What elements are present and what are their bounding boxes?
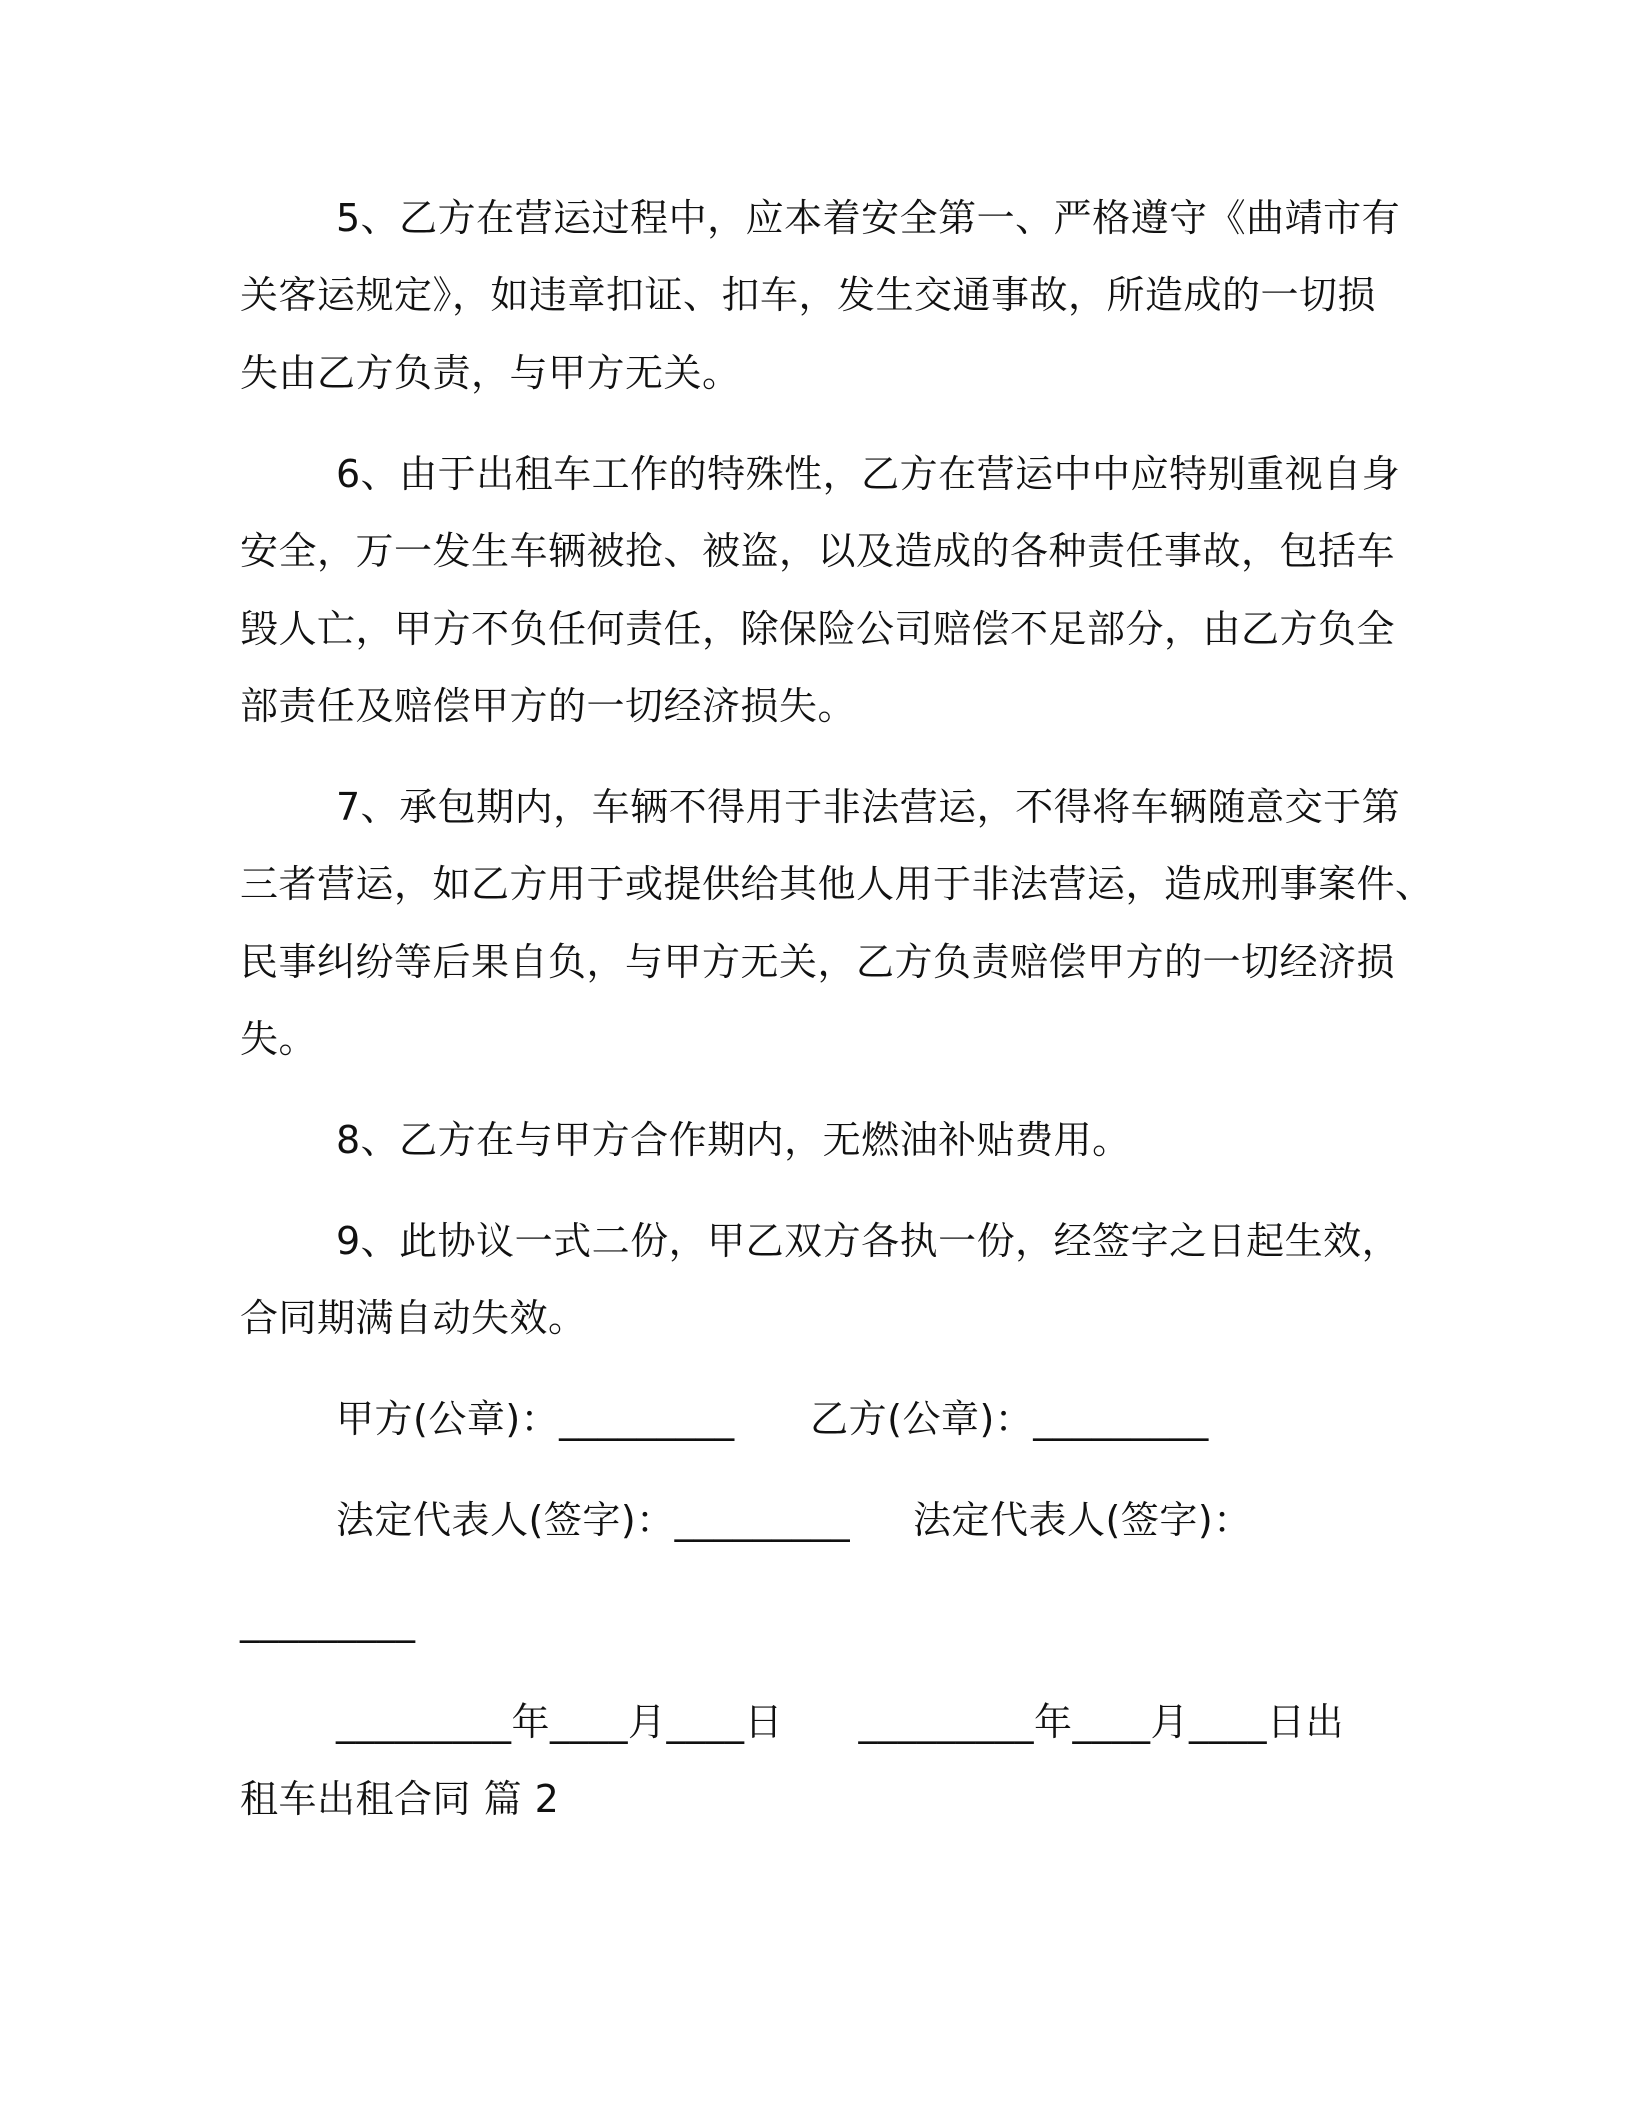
section-heading: 租车出租合同 篇 2 xyxy=(240,1777,560,1821)
clause-7-line-4: 失。 xyxy=(240,1017,318,1061)
clause-6-line-2: 安全，万一发生车辆被抢、被盗，以及造成的各种责任事故，包括车 xyxy=(240,529,1396,573)
clause-5-line-2: 关客运规定》，如违章扣证、扣车，发生交通事故，所造成的一切损 xyxy=(240,273,1377,317)
clause-9-line-1: 9、此协议一式二份，甲乙双方各执一份，经签字之日起生效， xyxy=(336,1219,1401,1263)
seal-line: 甲方(公章)：_________ 乙方(公章)：_________ xyxy=(336,1397,1209,1441)
clause-7-line-2: 三者营运，如乙方用于或提供给其他人用于非法营运，造成刑事案件、 xyxy=(240,862,1434,906)
clause-7-line-3: 民事纠纷等后果自负，与甲方无关，乙方负责赔偿甲方的一切经济损 xyxy=(240,940,1396,984)
date-line: _________年____月____日 _________年____月____日出 xyxy=(336,1700,1344,1744)
clause-6-line-3: 毁人亡，甲方不负任何责任，除保险公司赔偿不足部分，由乙方负全 xyxy=(240,607,1396,651)
representative-blank: _________ xyxy=(240,1599,416,1643)
clause-6-line-4: 部责任及赔偿甲方的一切经济损失。 xyxy=(240,684,857,728)
clause-7-line-1: 7、承包期内，车辆不得用于非法营运，不得将车辆随意交于第 xyxy=(336,785,1401,829)
clause-9-line-2: 合同期满自动失效。 xyxy=(240,1296,587,1340)
clause-6-line-1: 6、由于出租车工作的特殊性，乙方在营运中中应特别重视自身 xyxy=(336,452,1401,496)
clause-5-line-3: 失由乙方负责，与甲方无关。 xyxy=(240,351,741,395)
clause-8-line-1: 8、乙方在与甲方合作期内，无燃油补贴费用。 xyxy=(336,1118,1131,1162)
clause-5-line-1: 5、乙方在营运过程中，应本着安全第一、严格遵守《曲靖市有 xyxy=(336,196,1401,240)
representative-line: 法定代表人(签字)：_________ 法定代表人(签字)： xyxy=(336,1498,1252,1542)
